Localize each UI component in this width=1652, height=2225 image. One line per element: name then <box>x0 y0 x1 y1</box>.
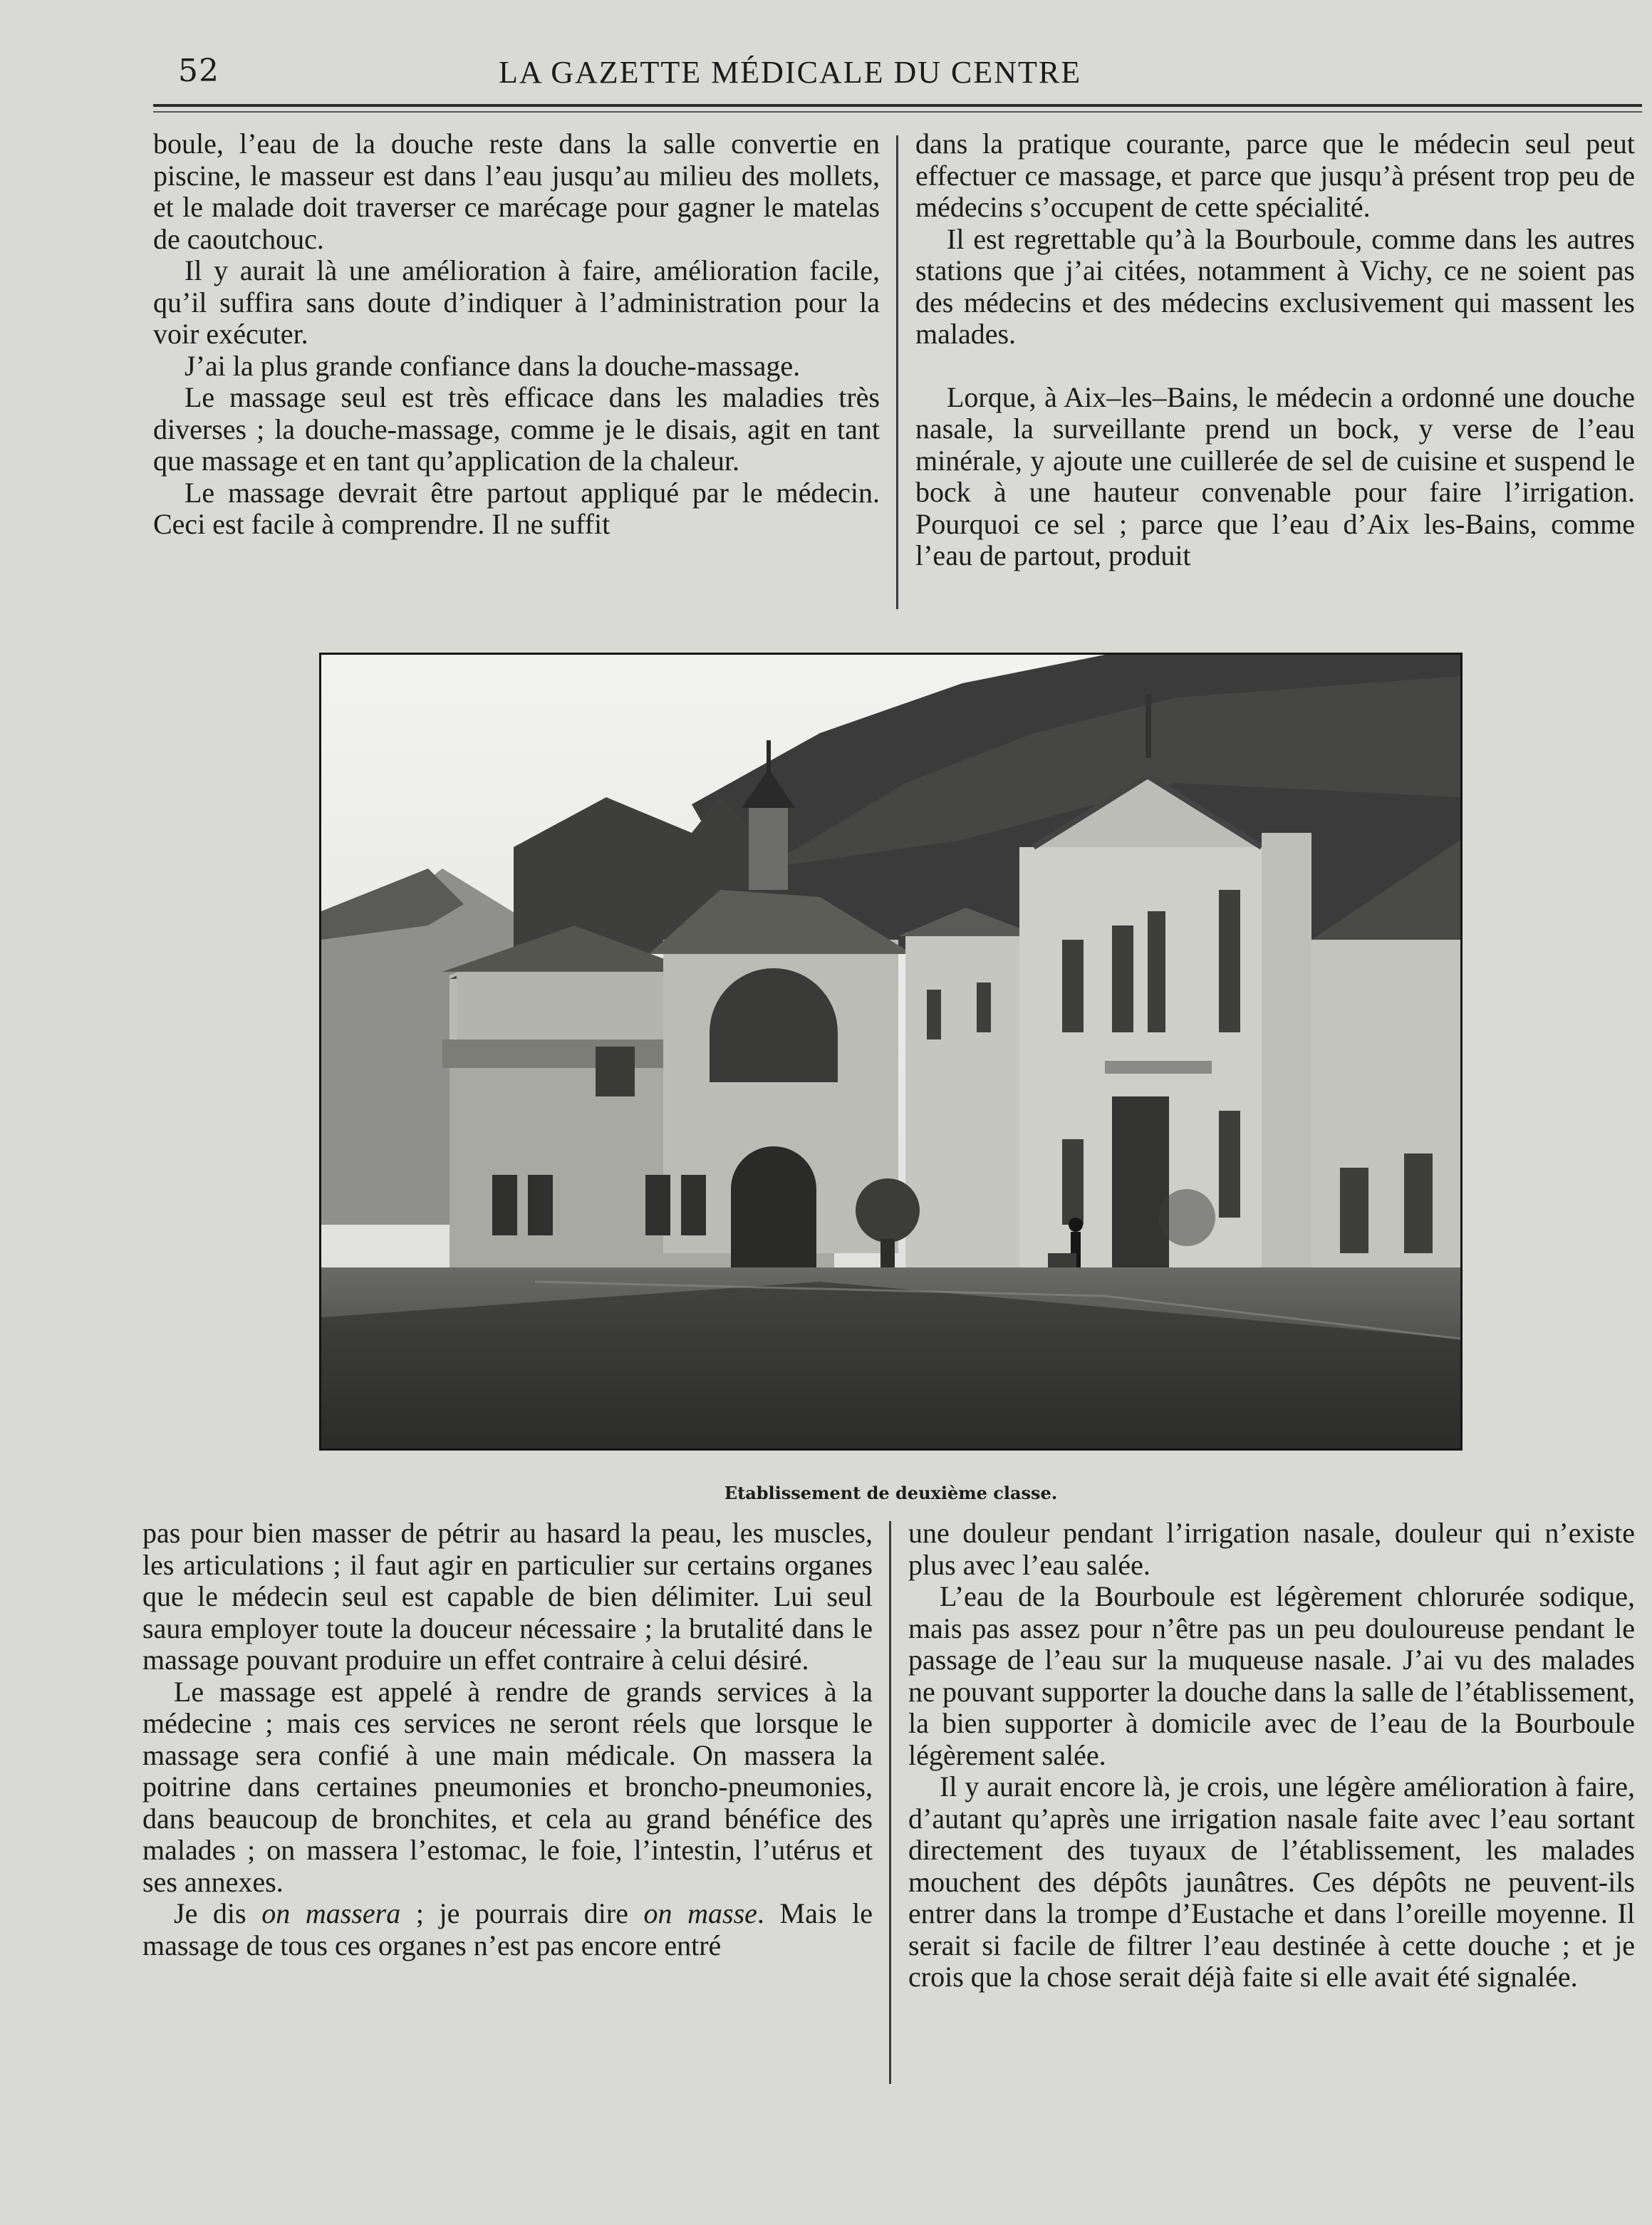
paragraph: Il est regrettable qu’à la Bourboule, comme dans les autres stations que j’ai citées, notamment à Vichy, ce ne soient pas des médecins et des médecins exclusivement qui massent les malades. <box>915 222 1635 350</box>
text-run: ; je pourrais dire <box>400 1897 644 1929</box>
journal-title: LA GAZETTE MÉDICALE DU CENTRE <box>499 55 1082 90</box>
establishment-photo <box>321 655 1460 1448</box>
paragraph: Le massage devrait être partout appliqué par le médecin. Ceci est facile à comprendre. Il ne suffit <box>153 476 880 540</box>
column-divider-top <box>896 135 898 609</box>
paragraph: dans la pratique courante, parce que le médecin seul peut effectuer ce massage, et parce que jusqu’à présent trop peu de médecins s’occupent de cette spécialité. <box>915 128 1635 223</box>
top-right-column <box>915 128 1635 572</box>
header-rule-secondary <box>153 111 1642 113</box>
text-run: Je dis <box>174 1897 262 1929</box>
paragraph: Lorque, à Aix–les–Bains, le médecin a ordonné une douche nasale, la surveillante prend un bock, y verse de l’eau minérale, y ajoute une cuillerée de sel de cuisine et suspend le bock à une hauteur convenable pour faire l’irrigation. Pourquoi ce sel ; parce que l’eau d’Aix les-Bains, comme l’eau de partout, produit <box>915 380 1635 571</box>
header-rule <box>153 104 1642 107</box>
bottom-right-column <box>908 1518 1635 1993</box>
italic-phrase: on massera <box>261 1897 401 1929</box>
paragraph: Le massage est appelé à rendre de grands services à la médecine ; mais ces services ne seront réels que lorsque le massage sera confié à une main médicale. On massera la poitrine dans certaines pneumonies et broncho-pneumonies, dans beaucoup de bronchites, et cela au grand bénéfice des malades ; on massera l’estomac, le foie, l’intestin, l’utérus et ses annexes. <box>142 1675 873 1898</box>
italic-phrase: on masse <box>643 1897 757 1929</box>
paragraph: Il y aurait encore là, je crois, une légère amélioration à faire, d’autant qu’après une irrigation nasale faite avec l’eau sortant directement des tuyaux de l’établissement, les malades mouchent des dépôts jaunâtres. Ces dépôts ne peuvent-ils entrer dans la trompe d’Eustache et dans l’oreille moyenne. Il serait si facile de filtrer l’eau destinée à cette douche ; et je crois que la chose serait déjà faite si elle avait été signalée. <box>908 1770 1635 1993</box>
text-run: . Mais le massage de tous ces organes n’est pas encore entré <box>142 1897 873 1961</box>
paragraph: Il y aurait là une amélioration à faire, amélioration facile, qu’il suffira sans doute d’indiquer à l’administration pour la voir exécuter. <box>153 254 880 350</box>
figure-caption: Etablissement de deuxième classe. <box>724 1483 1058 1503</box>
paragraph: J’ai la plus grande confiance dans la douche-massage. <box>185 349 801 382</box>
top-left-column <box>153 128 880 541</box>
bottom-left-column <box>142 1518 873 1961</box>
page-number: 52 <box>178 53 219 89</box>
paragraph: L’eau de la Bourboule est légèrement chlorurée sodique, mais pas assez pour n’être pas un peu douloureuse pendant le passage de l’eau sur la muqueuse nasale. J’ai vu des malades ne pouvant supporter la douche dans la salle de l’établissement, la bien supporter à domicile avec de l’eau de la Bourboule légèrement salée. <box>908 1580 1635 1771</box>
paragraph: boule, l’eau de la douche reste dans la salle convertie en piscine, le masseur est dans l’eau jusqu’au milieu des mollets, et le malade doit traverser ce marécage pour gagner le matelas de caoutchouc. <box>153 128 880 255</box>
paragraph: pas pour bien masser de pétrir au hasard la peau, les muscles, les articulations ; il faut agir en particulier sur certains organes que le médecin seul est capable de bien délimiter. Lui seul saura employer toute la douceur nécessaire ; la brutalité dans le massage pouvant produire un effet contraire à celui désiré. <box>142 1517 873 1676</box>
photograph <box>319 653 1463 1451</box>
paragraph: Le massage seul est très efficace dans les maladies très diverses ; la douche-massage, comme je le disais, agit en tant que massage et en tant qu’application de la chaleur. <box>153 381 880 477</box>
paragraph: une douleur pendant l’irrigation nasale, douleur qui n’existe plus avec l’eau salée. <box>908 1517 1635 1581</box>
paragraph-with-italics <box>142 1898 873 1961</box>
column-divider-bottom <box>889 1521 891 2084</box>
